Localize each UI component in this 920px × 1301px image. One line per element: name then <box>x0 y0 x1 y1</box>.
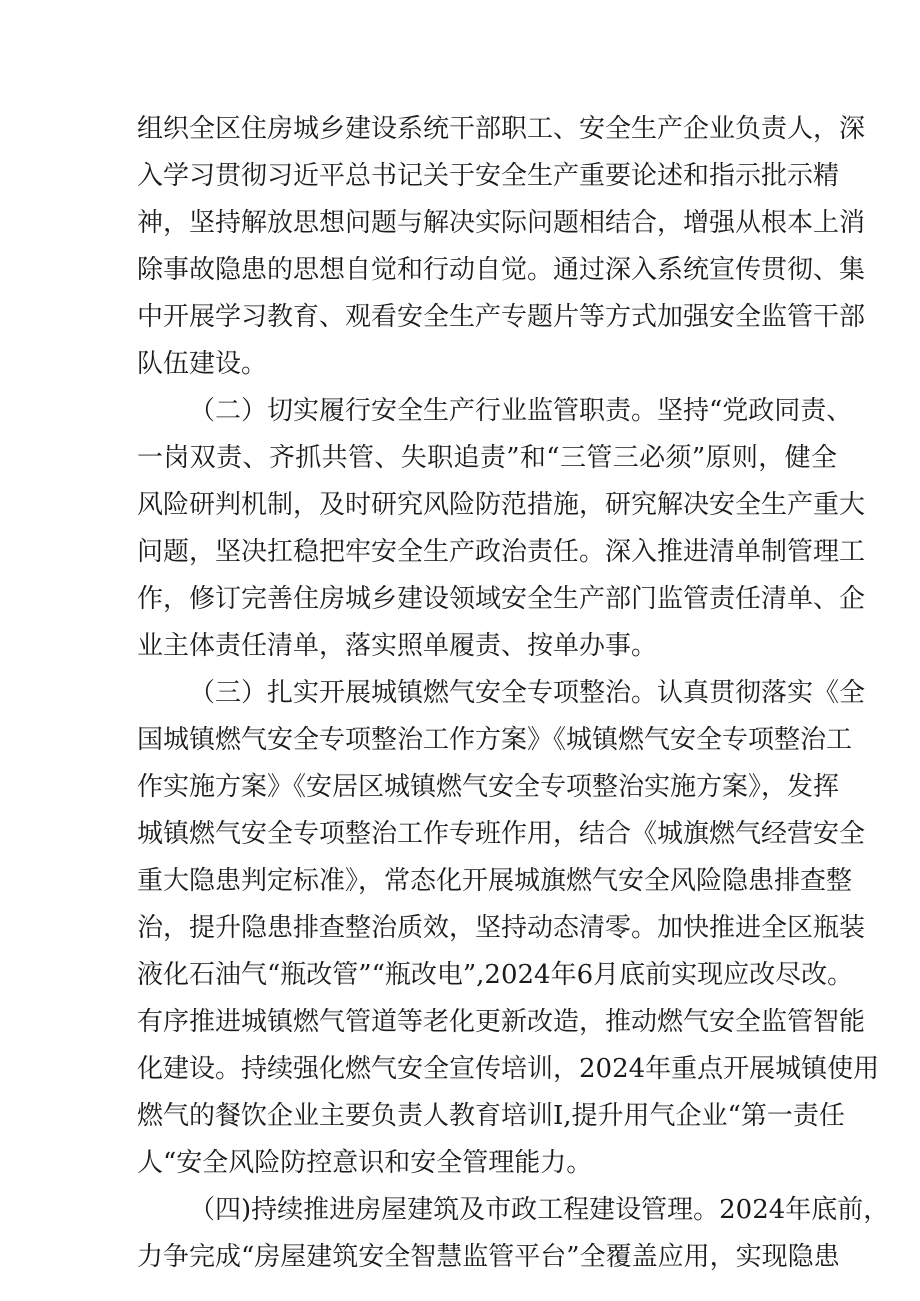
text-line: 国城镇燃气安全专项整治工作方案》《城镇燃气安全专项整治工 <box>137 725 853 755</box>
text-line: 除事故隐患的思想自觉和行动自觉。通过深入系统宣传贯彻、集 <box>137 255 866 285</box>
text-line: 重大隐患判定标准》，常态化开展城旗燃气安全风险隐患排查整 <box>137 866 853 896</box>
text-line: 化建设。持续强化燃气安全宣传培训，2024年重点开展城镇使用 <box>137 1054 880 1084</box>
text-line: 液化石油气“瓶改管”“瓶改电”,2024年6月底前实现应改尽改。 <box>137 960 854 990</box>
section-heading-line: （四)持续推进房屋建筑及市政工程建设管理。2024年底前， <box>189 1195 890 1225</box>
text-line: 燃气的餐饮企业主要负责人教育培训I,提升用气企业“第一责任 <box>137 1101 845 1131</box>
text-line: 有序推进城镇燃气管道等老化更新改造，推动燃气安全监管智能 <box>137 1007 866 1037</box>
text-line: 一岗双责、齐抓共管、失职追责”和“三管三必须”原则，健全 <box>137 443 837 473</box>
section-heading-line: （二）切实履行安全生产行业监管职责。坚持“党政同责、 <box>189 396 853 426</box>
document-body <box>137 106 890 1281</box>
text-line: 作，修订完善住房城乡建设领域安全生产部门监管责任清单、企 <box>137 584 866 614</box>
text-line: 风险研判机制，及时研究风险防范措施，研究解决安全生产重大 <box>137 490 866 520</box>
text-line: 入学习贯彻习近平总书记关于安全生产重要论述和指示批示精 <box>137 161 840 191</box>
text-line: 人“安全风险防控意识和安全管理能力。 <box>137 1148 593 1178</box>
text-line: 中开展学习教育、观看安全生产专题片等方式加强安全监管干部 <box>137 302 866 332</box>
text-line: 问题，坚决扛稳把牢安全生产政治责任。深入推进清单制管理工 <box>137 537 866 567</box>
text-line: 城镇燃气安全专项整治工作专班作用，结合《城旗燃气经营安全 <box>137 819 866 849</box>
section-heading-line: （三）扎实开展城镇燃气安全专项整治。认真贯彻落实《全 <box>189 678 866 708</box>
text-line: 作实施方案》《安居区城镇燃气安全专项整治实施方案》，发挥 <box>137 772 840 802</box>
text-line: 治，提升隐患排查整治质效，坚持动态清零。加快推进全区瓶装 <box>137 913 866 943</box>
text-line: 业主体责任清单，落实照单履责、按单办事。 <box>137 631 658 661</box>
text-line: 力争完成“房屋建筑安全智慧监管平台”全覆盖应用，实现隐患 <box>137 1242 840 1272</box>
text-line: 队伍建设。 <box>137 349 268 379</box>
text-line: 组织全区住房城乡建设系统干部职工、安全生产企业负责人，深 <box>137 114 866 144</box>
text-line: 神，坚持解放思想问题与解决实际问题相结合，增强从根本上消 <box>137 208 866 238</box>
